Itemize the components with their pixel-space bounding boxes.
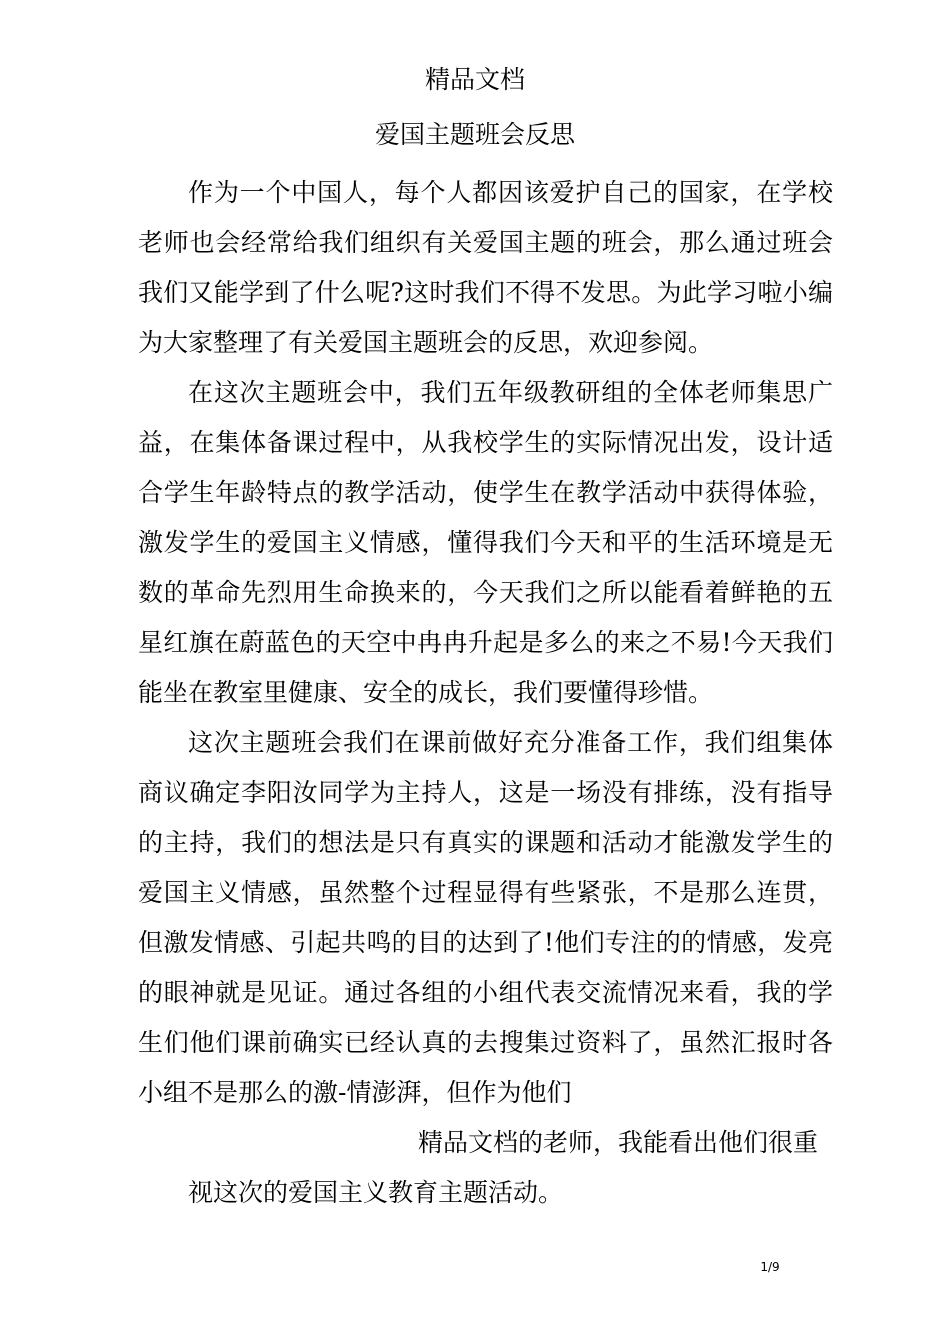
paragraph-2: 在这次主题班会中，我们五年级教研组的全体老师集思广益，在集体备课过程中，从我校学生的实际情况出发，设计适合学生年龄特点的教学活动，使学生在教学活动中获得体验，激发学生的爱国主义情感，懂得我们今天和平的生活环境是无数的革命先烈用生命换来的，今天我们之所以能看着鲜艳的五星红旗在蔚蓝色的天空中冉冉升起是多么的来之不易!今天我们能坐在教室里健康、安全的成长，我们要懂得珍惜。 — [138, 378, 833, 707]
document-title: 爱国主题班会反思 — [374, 120, 575, 149]
page-header: 精品文档 — [424, 65, 525, 94]
paragraph-1: 作为一个中国人，每个人都因该爱护自己的国家，在学校老师也会经常给我们组织有关爱国主题的班会，那么通过班会我们又能学到了什么呢?这时我们不得不发思。为此学习啦小编为大家整理了有关爱国主题班会的反思，欢迎参阅。 — [138, 178, 833, 357]
paragraph-3: 这次主题班会我们在课前做好充分准备工作，我们组集体商议确定李阳汝同学为主持人，这是一场没有排练，没有指导的主持，我们的想法是只有真实的课题和活动才能激发学生的爱国主义情感，虽然整个过程显得有些紧张，不是那么连贯，但激发情感、引起共鸣的目的达到了!他们专注的的情感，发亮的眼神就是见证。通过各组的小组代表交流情况来看，我的学生们他们课前确实已经认真的去搜集过资料了，虽然汇报时各小组不是那么的激-情澎湃，但作为他们 — [138, 728, 833, 1107]
continuation-tail: 视这次的爱国主义教育主题活动。 — [188, 1178, 564, 1207]
continuation-line: 精品文档的老师，我能看出他们很重 — [418, 1128, 819, 1157]
document-body — [138, 168, 833, 1218]
page-number: 1/9 — [760, 1260, 780, 1274]
